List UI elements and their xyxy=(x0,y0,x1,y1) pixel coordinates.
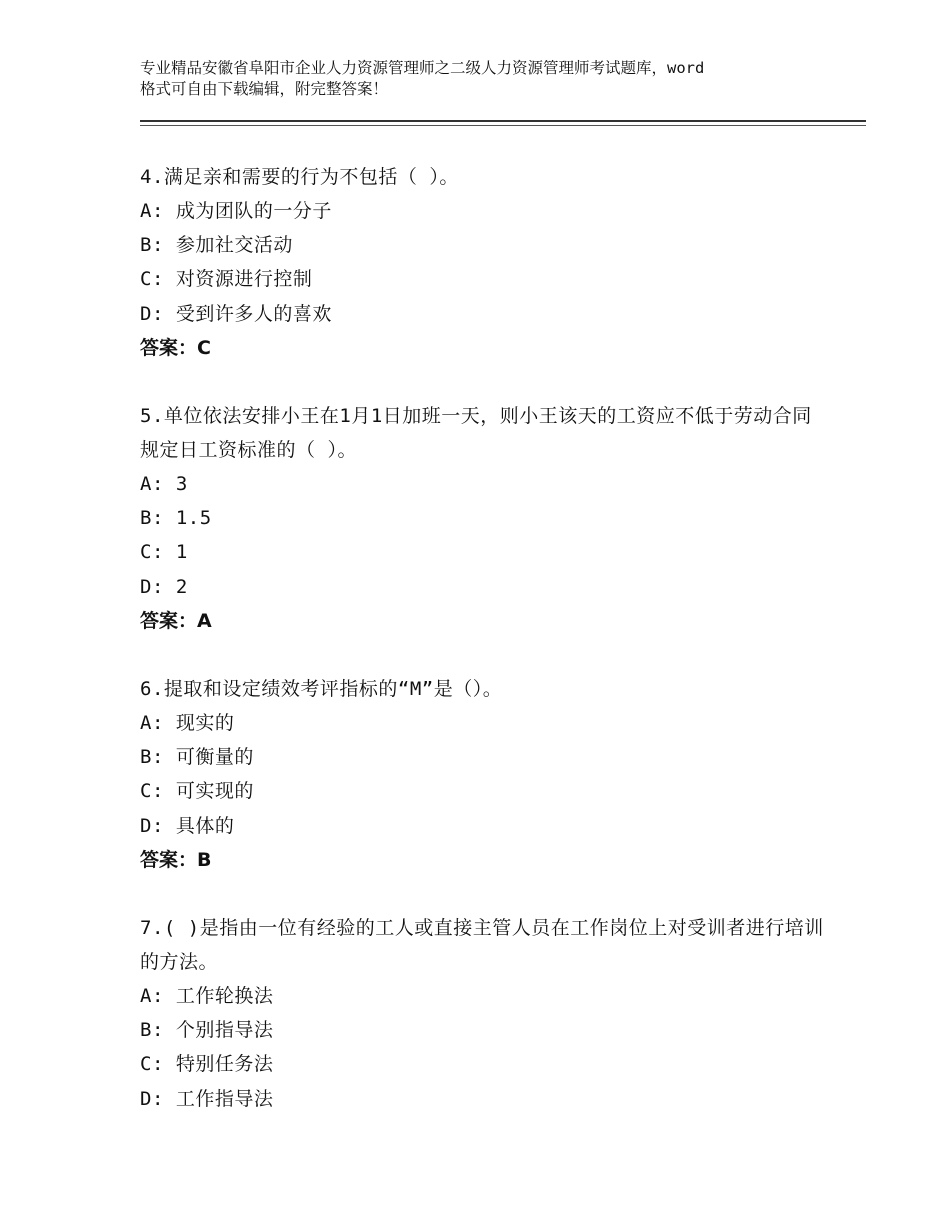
option-b: B: 1.5 xyxy=(140,507,212,530)
header-line-2: 格式可自由下载编辑，附完整答案！ xyxy=(140,80,389,98)
option-a: A: 现实的 xyxy=(140,712,235,734)
question-7 xyxy=(140,911,830,1116)
option-b: B: 个别指导法 xyxy=(140,1019,274,1042)
question-4 xyxy=(140,160,830,365)
answer: 答案：A xyxy=(140,609,212,632)
header-divider-thick xyxy=(140,120,866,122)
option-d: D: 具体的 xyxy=(140,814,235,837)
document-header xyxy=(140,58,830,100)
question-text: 6.提取和设定绩效考评指标的“M”是（）。 xyxy=(140,678,503,700)
option-c: C: 对资源进行控制 xyxy=(140,268,313,291)
option-a: A: 3 xyxy=(140,473,188,495)
option-d: D: 受到许多人的喜欢 xyxy=(140,302,332,325)
question-text: 5.单位依法安排小王在1月1日加班一天，则小王该天的工资应不低于劳动合同规定日工资标准的（ ）。 xyxy=(140,405,812,461)
question-text: 4.满足亲和需要的行为不包括（ ）。 xyxy=(140,166,459,188)
question-5 xyxy=(140,399,830,638)
header-divider-thin xyxy=(140,125,866,126)
option-b: B: 可衡量的 xyxy=(140,746,254,769)
header-line-1: 专业精品安徽省阜阳市企业人力资源管理师之二级人力资源管理师考试题库，word xyxy=(140,59,705,77)
option-d: D: 工作指导法 xyxy=(140,1087,274,1110)
question-text: 7.( )是指由一位有经验的工人或直接主管人员在工作岗位上对受训者进行培训的方法。 xyxy=(140,917,824,973)
option-a: A: 成为团队的一分子 xyxy=(140,200,332,222)
option-a: A: 工作轮换法 xyxy=(140,985,274,1007)
option-c: C: 特别任务法 xyxy=(140,1053,274,1076)
option-d: D: 2 xyxy=(140,575,188,598)
option-c: C: 1 xyxy=(140,541,188,564)
answer: 答案：B xyxy=(140,848,212,871)
option-b: B: 参加社交活动 xyxy=(140,234,293,257)
question-6 xyxy=(140,672,830,877)
answer: 答案：C xyxy=(140,336,211,359)
option-c: C: 可实现的 xyxy=(140,780,254,803)
